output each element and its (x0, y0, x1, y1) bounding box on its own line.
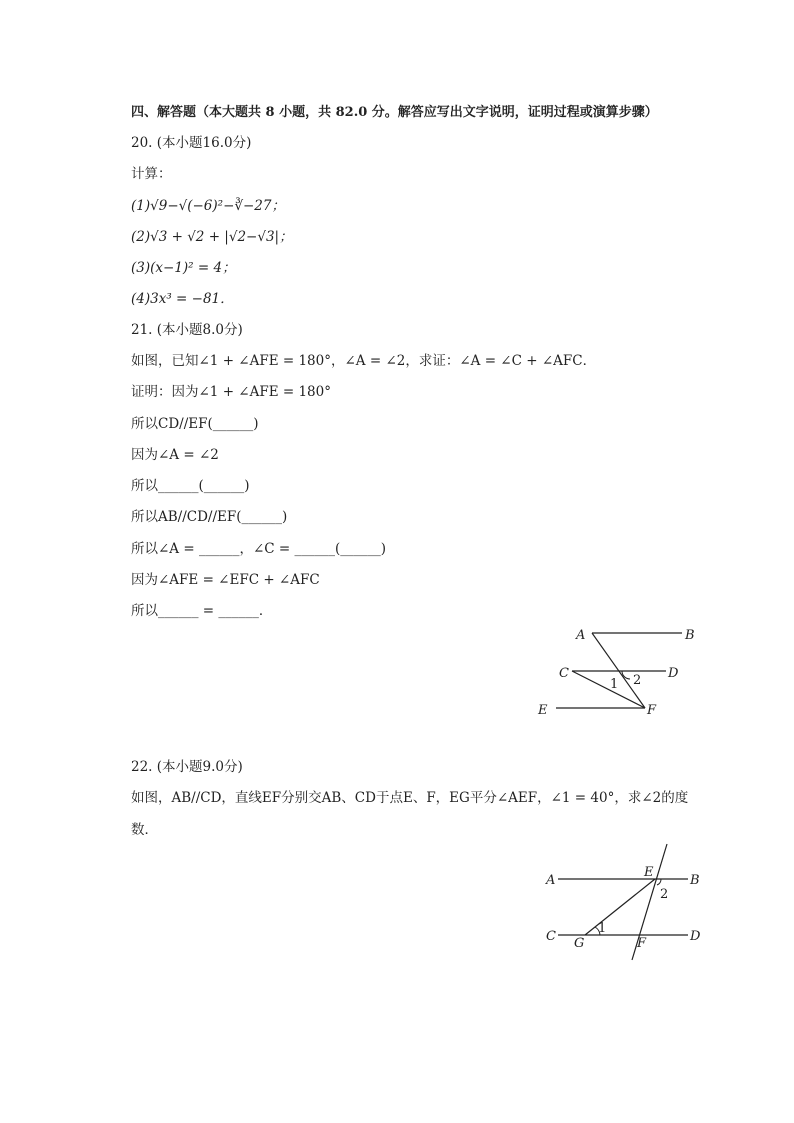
q20-intro: 计算： (131, 166, 172, 182)
q20-item-2: (2)√3 + √2 + |√2−√3|； (131, 229, 293, 245)
label-b: B (690, 873, 700, 888)
q21-step-6: 所以∠A = ______，∠C = ______(______) (131, 541, 387, 557)
angle-2-arc (657, 879, 661, 885)
q20-title: 20. (本小题16.0分) (131, 135, 252, 151)
label-angle-1: 1 (598, 921, 607, 936)
label-b: B (685, 628, 695, 643)
segment-eg (585, 879, 655, 935)
label-e: E (538, 703, 548, 718)
q20-item-4: (4)3x³ = −81． (131, 291, 234, 307)
q21-step-8: 所以______ = ______． (131, 603, 273, 619)
q22-figure (540, 840, 710, 965)
q20-item-3: (3)(x−1)² = 4； (131, 260, 236, 276)
label-d: D (668, 666, 679, 681)
q21-statement: 如图，已知∠1 + ∠AFE = 180°，∠A = ∠2，求证：∠A = ∠C + ∠AFC． (131, 353, 597, 369)
q22-title: 22. (本小题9.0分) (131, 759, 243, 775)
label-angle-2: 2 (660, 887, 669, 902)
label-d: D (690, 929, 701, 944)
q21-step-2: 所以CD//EF(______) (131, 416, 259, 432)
q21-step-4: 所以______(______) (131, 478, 250, 494)
q21-step-5: 所以AB//CD//EF(______) (131, 509, 288, 525)
q21-title: 21. (本小题8.0分) (131, 322, 243, 338)
label-g: G (574, 936, 585, 951)
q22-statement-line-1: 如图，AB//CD，直线EF分别交AB、CD于点E、F，EG平分∠AEF，∠1 = 40°，求∠2的度 (131, 790, 689, 806)
q21-step-3: 因为∠A = ∠2 (131, 447, 219, 463)
label-a: A (546, 873, 556, 888)
label-c: C (559, 666, 569, 681)
label-e: E (644, 865, 654, 880)
q21-step-7: 因为∠AFE = ∠EFC + ∠AFC (131, 572, 320, 588)
label-a: A (576, 628, 586, 643)
label-angle-2: 2 (633, 673, 642, 688)
q21-figure (530, 622, 710, 722)
q22-statement-line-2: 数． (131, 822, 158, 838)
q20-item-1: (1)√9−√(−6)²−∛−27； (131, 198, 285, 214)
section-header: 四、解答题（本大题共 8 小题，共 82.0 分。解答应写出文字说明，证明过程或演算步骤） (131, 105, 658, 120)
label-angle-1: 1 (610, 677, 619, 692)
label-c: C (546, 929, 556, 944)
label-f: F (647, 703, 657, 718)
label-f: F (637, 936, 647, 951)
q21-step-1: 证明：因为∠1 + ∠AFE = 180° (131, 384, 331, 400)
